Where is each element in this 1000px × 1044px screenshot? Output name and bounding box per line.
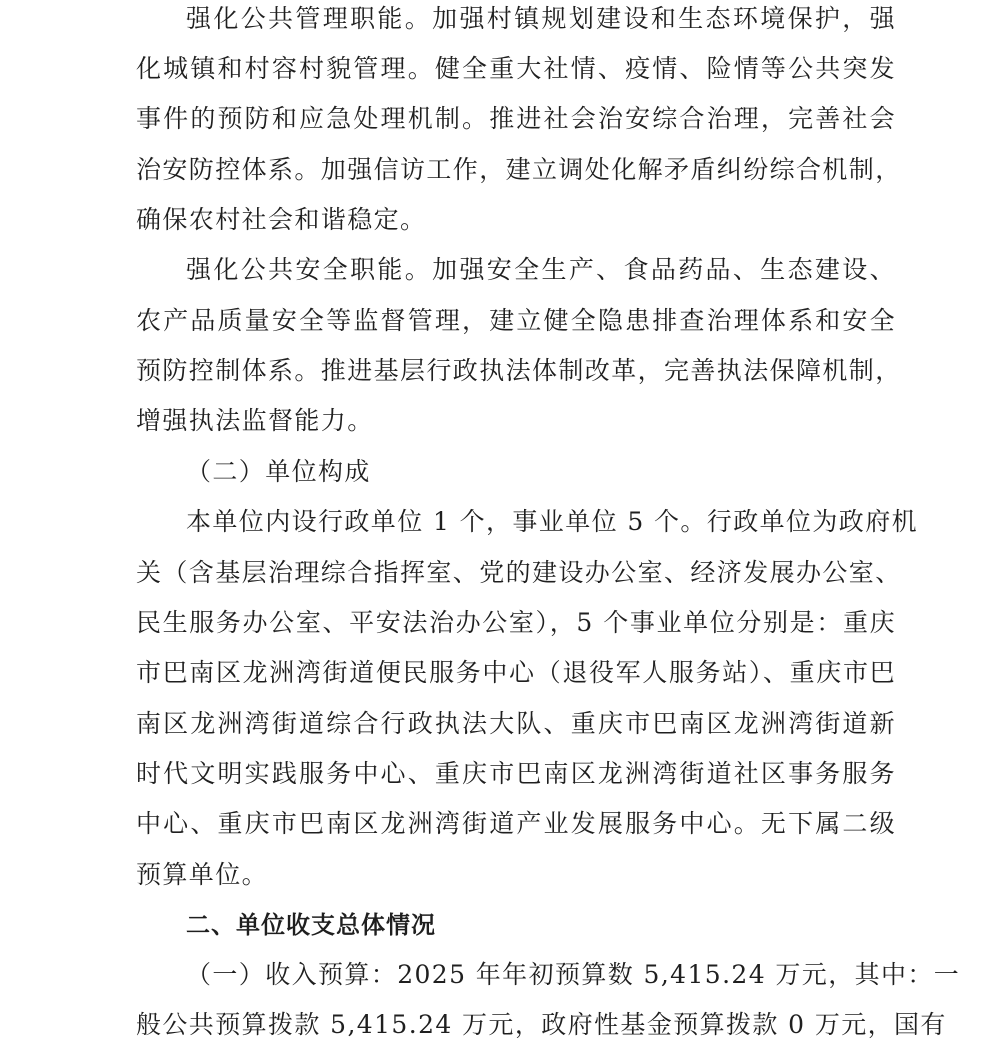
paragraph-line: （一）收入预算：2025 年年初预算数 5,415.24 万元，其中：一 — [186, 960, 961, 989]
paragraph-line: 事件的预防和应急处理机制。推进社会治安综合治理，完善社会 — [136, 104, 896, 133]
paragraph-line: 中心、重庆市巴南区龙洲湾街道产业发展服务中心。无下属二级 — [136, 809, 896, 838]
paragraph-line: 农产品质量安全等监督管理，建立健全隐患排查治理体系和安全 — [136, 306, 896, 335]
paragraph-line: 强化公共安全职能。加强安全生产、食品药品、生态建设、 — [186, 255, 896, 284]
paragraph-line: 关（含基层治理综合指挥室、党的建设办公室、经济发展办公室、 — [136, 558, 902, 587]
paragraph-line: 增强执法监督能力。 — [136, 406, 374, 435]
paragraph-line: 民生服务办公室、平安法治办公室），5 个事业单位分别是：重庆 — [136, 608, 896, 637]
paragraph-line: 般公共预算拨款 5,415.24 万元，政府性基金预算拨款 0 万元，国有 — [136, 1010, 947, 1039]
paragraph-line: 南区龙洲湾街道综合行政执法大队、重庆市巴南区龙洲湾街道新 — [136, 709, 896, 738]
paragraph-line: 化城镇和村容村貌管理。健全重大社情、疫情、险情等公共突发 — [136, 54, 896, 83]
paragraph-line: 预算单位。 — [136, 860, 269, 889]
paragraph-line: 确保农村社会和谐稳定。 — [136, 205, 427, 234]
paragraph-line: 本单位内设行政单位 1 个，事业单位 5 个。行政单位为政府机 — [186, 507, 919, 536]
subsection-heading: （二）单位构成 — [186, 457, 371, 486]
paragraph-line: 强化公共管理职能。加强村镇规划建设和生态环境保护，强 — [186, 4, 896, 33]
paragraph-line: 治安防控体系。加强信访工作，建立调处化解矛盾纠纷综合机制， — [136, 155, 902, 184]
section-heading: 二、单位收支总体情况 — [186, 911, 436, 939]
paragraph-line: 市巴南区龙洲湾街道便民服务中心（退役军人服务站）、重庆市巴 — [136, 658, 896, 687]
paragraph-line: 时代文明实践服务中心、重庆市巴南区龙洲湾街道社区事务服务 — [136, 759, 896, 788]
paragraph-line: 预防控制体系。推进基层行政执法体制改革，完善执法保障机制， — [136, 356, 902, 385]
